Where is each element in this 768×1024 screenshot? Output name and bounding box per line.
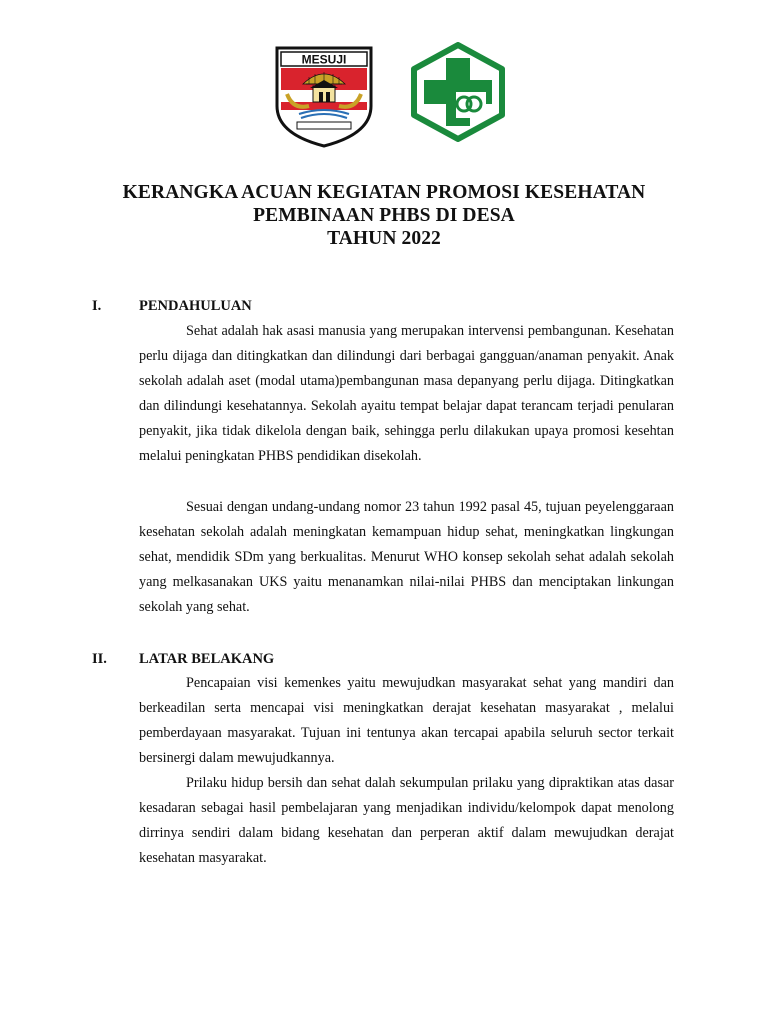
section-title: PENDAHULUAN [139, 298, 252, 314]
paragraph: Prilaku hidup bersih dan sehat dalah sekumpulan prilaku yang dipraktikan atas dasar kesadaran sebagai hasil pembelajaran yang menjadikan individu/kelompok dapat menolong dirrinya sendiri dalam bidang kesehatan dan perperan aktif dalam mewujudkan derajat kesehatan masyarakat. [139, 775, 674, 866]
paragraph: Pencapaian visi kemenkes yaitu mewujudkan masyarakat sehat yang mandiri dan berkeadilan serta mencapai visi meningkatkan derajat kesehatan masyarakat , melalui pemberdayaan masyarakat. Tujuan ini tentunya akan tercapai apabila seluruh sector terkait bersinergi dalam mewujudkannya. [139, 675, 674, 766]
mesuji-coat-of-arms-icon [273, 44, 375, 148]
section-number: II. [92, 651, 107, 667]
title-line-2: PEMBINAAN PHBS DI DESA [253, 205, 515, 226]
title-line-3: TAHUN 2022 [327, 228, 441, 249]
section-title: LATAR BELAKANG [139, 651, 275, 667]
paragraph: Sesuai dengan undang-undang nomor 23 tahun 1992 pasal 45, tujuan peyelenggaraan kesehatan sekolah adalah meningkatan kemampuan hidup sehat, meningkatkan lingkungan sehat, mendidik SDm yang berkualitas. Menurut WHO konsep sekolah sehat adalah sekolah yang melkasanakan UKS yaitu menanamkan nilai-nilai PHBS dan menciptakan linkungan sekolah yang sehat. [139, 499, 674, 615]
puskesmas-cross-icon [408, 42, 508, 142]
paragraph: Sehat adalah hak asasi manusia yang merupakan intervensi pembangunan. Kesehatan perlu dijaga dan ditingkatkan dan dilindungi dari berbagai gangguan/anaman penyakit. Anak sekolah adalah aset (modal utama)pembangunan masa depanyang perlu dijaga. Ditingkatkan dan dilindungi kesehatannya. Sekolah ayaitu tempat belajar dapat terancam terjadi penularan penyakit, jika tidak dikelola dengan baik, sehingga perlu dilakukan upaya promosi kesehtan melalui peningkatan PHBS pendidikan disekolah. [139, 323, 674, 464]
header-logos [0, 44, 768, 154]
title-line-1: KERANGKA ACUAN KEGIATAN PROMOSI KESEHATAN [122, 182, 646, 203]
document-title [0, 181, 768, 250]
mesuji-logo-text: MESUJI [301, 52, 347, 67]
section-number: I. [92, 298, 102, 314]
